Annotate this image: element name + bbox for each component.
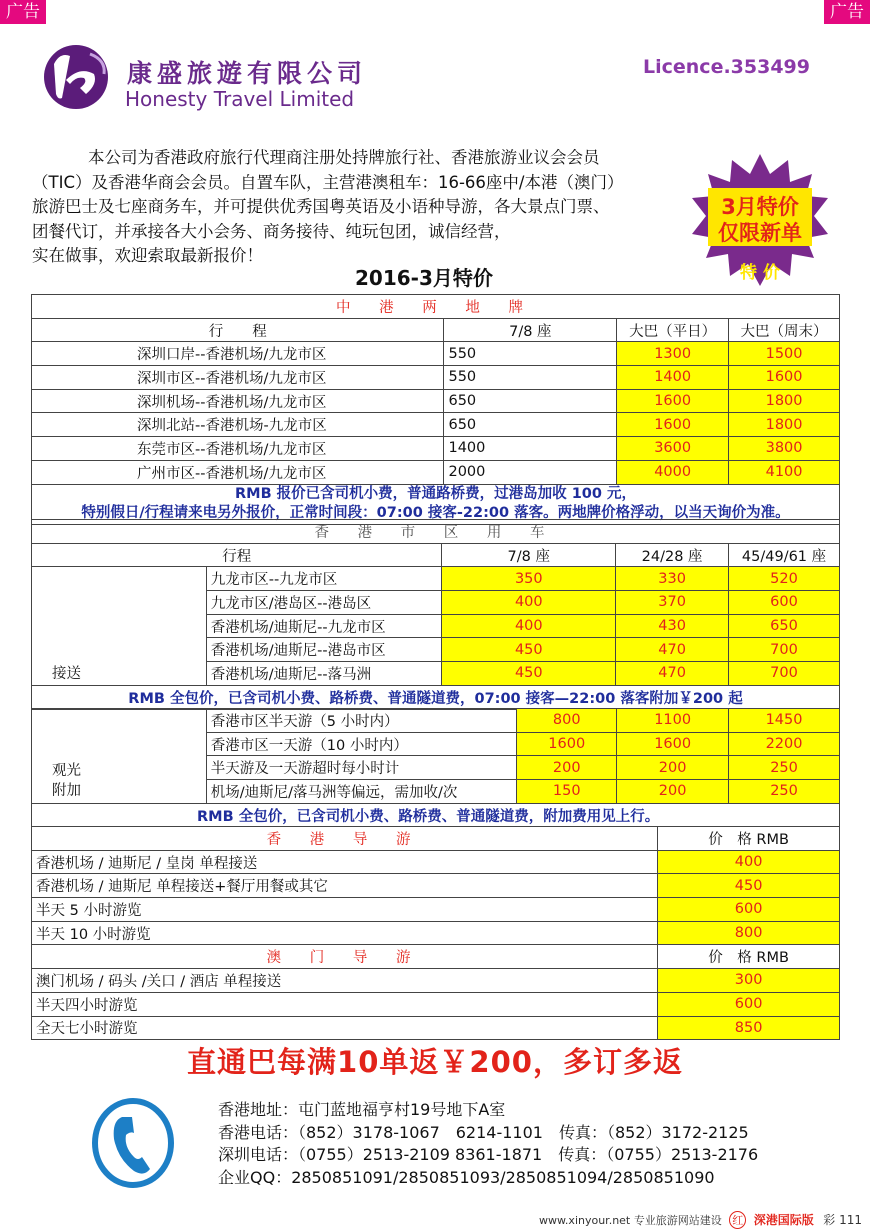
table-row: 深圳口岸--香港机场/九龙市区 550 1300 1500 [32,342,840,366]
table-row: 香港市区一天游（10 小时内） 1600 1600 2200 [32,732,840,756]
badge-line2: 仅限新单 [718,221,802,245]
section-header: 澳 门 导 游 [32,945,658,969]
table-row: 半天 10 小时游览 800 [32,921,840,945]
table-row: 广州市区--香港机场/九龙市区 2000 4000 4100 [32,460,840,484]
table-row: 深圳市区--香港机场/九龙市区 550 1400 1600 [32,366,840,390]
licence-number: Licence.353499 [643,56,810,78]
footer-site: www.xinyour.net 专业旅游网站建设 [538,1214,722,1227]
footer-page: 彩 111 [823,1213,862,1227]
column-header: 行程 [32,543,442,567]
contact-info [218,1099,758,1189]
section-note: RMB 全包价，已含司机小费、路桥费、普通隧道费，附加费用见上行。 [32,803,840,827]
group-label: 接送 [32,567,207,685]
column-header: 7/8 座 [442,543,616,567]
badge-tag: 特 价 [740,263,780,283]
section-note: RMB 报价已含司机小费，普通路桥费，过港岛加收 100 元， 特别假日/行程请来电另外报价，正常时间段：07:00 接客-22:00 落客。两地牌价格浮动，以当天询价为准。 [32,484,840,524]
column-header: 行 程 [32,318,444,342]
column-header: 大巴（平日） [617,318,729,342]
company-intro: 本公司为香港政府旅行代理商注册处持牌旅行社、香港旅游业议会会员 （TIC）及香港华商会会员。自置车队，主营港澳租车：16-66座中/本港（澳门） 旅游巴士及七座商务车，并可提供优秀国粤英语及小语种导游，各大景点门票、 团餐代订，并承接各大小会务、商务接待、纯玩包团，诚信经营， 实在做事，欢迎索取最新报价！ [32,148,624,265]
qq-numbers: 企业QQ：2850851091/2850851093/2850851094/2850851090 [218,1167,715,1187]
column-header: 24/28 座 [616,543,729,567]
hk-phone: 香港电话：（852）3178-1067 6214-1101 传真：（852）3172-2125 [218,1122,749,1142]
table-row: 香港机场/迪斯尼--落马洲 450 470 700 [32,662,840,686]
ad-label-right: 广告 [824,0,870,24]
footer-mark: 红 [729,1211,746,1229]
table-row: 机场/迪斯尼/落马洲等偏远，需加收/次 150 200 250 [32,780,840,804]
table-row: 澳门机场 / 码头 /关口 / 酒店 单程接送 300 [32,969,840,993]
page-footer [539,1211,862,1229]
table-row: 观光 附加 香港市区半天游（5 小时内） 800 1100 1450 [32,709,840,733]
column-header: 7/8 座 [444,318,617,342]
column-header: 大巴（周末） [729,318,840,342]
table-row: 深圳北站--香港机场-九龙市区 650 1600 1800 [32,413,840,437]
column-header: 价 格 RMB [658,945,840,969]
footer-edition: 深港国际版 [753,1213,814,1227]
price-list-title: 2016-3月特价 [355,266,493,290]
section-header: 香 港 市 区 用 车 [32,520,840,544]
table-row: 香港机场 / 迪斯尼 单程接送+餐厅用餐或其它 450 [32,874,840,898]
table-row: 半天 5 小时游览 600 [32,898,840,922]
company-logo-icon [40,44,112,110]
table-row: 香港机场 / 迪斯尼 / 皇岗 单程接送 400 [32,850,840,874]
table-row: 香港机场/迪斯尼--港岛市区 450 470 700 [32,638,840,662]
column-header: 45/49/61 座 [729,543,840,567]
table-row: 接送 九龙市区--九龙市区 350 330 520 [32,567,840,591]
table-row: 香港机场/迪斯尼--九龙市区 400 430 650 [32,614,840,638]
table-row: 全天七小时游览 850 [32,1016,840,1040]
special-offer-badge [690,152,830,292]
section-header: 香 港 导 游 [32,827,658,851]
hk-address: 香港地址：屯门蓝地福亨村19号地下A室 [218,1100,506,1119]
badge-line1: 3月特价 [721,195,799,219]
table-row: 半天游及一天游超时每小时计 200 200 250 [32,756,840,780]
company-name-en: Honesty Travel Limited [125,87,355,111]
promo-banner: 直通巴每满10单返￥200，多订多返 [187,1045,683,1079]
phone-icon [88,1095,178,1191]
table-row: 九龙市区/港岛区--港岛区 400 370 600 [32,591,840,615]
section-header: 中 港 两 地 牌 [32,295,840,319]
table-row: 深圳机场--香港机场/九龙市区 650 1600 1800 [32,389,840,413]
hk-city-transfer-table [31,519,840,710]
table-row: 东莞市区--香港机场/九龙市区 1400 3600 3800 [32,437,840,461]
group-label: 观光 附加 [32,709,207,804]
column-header: 价 格 RMB [658,827,840,851]
table-row: 半天四小时游览 600 [32,992,840,1016]
cross-border-price-table [31,294,840,525]
company-name-cn: 康盛旅遊有限公司 [127,59,368,88]
section-note: RMB 全包价，已含司机小费、路桥费、普通隧道费，07:00 接客—22:00 落客附加￥200 起 [32,685,840,709]
guide-price-table [31,826,840,1040]
sz-phone: 深圳电话：（0755）2513-2109 8361-1871 传真：（0755）2513-2176 [218,1145,759,1164]
sightseeing-table [31,708,840,827]
ad-label-left: 广告 [0,0,46,24]
